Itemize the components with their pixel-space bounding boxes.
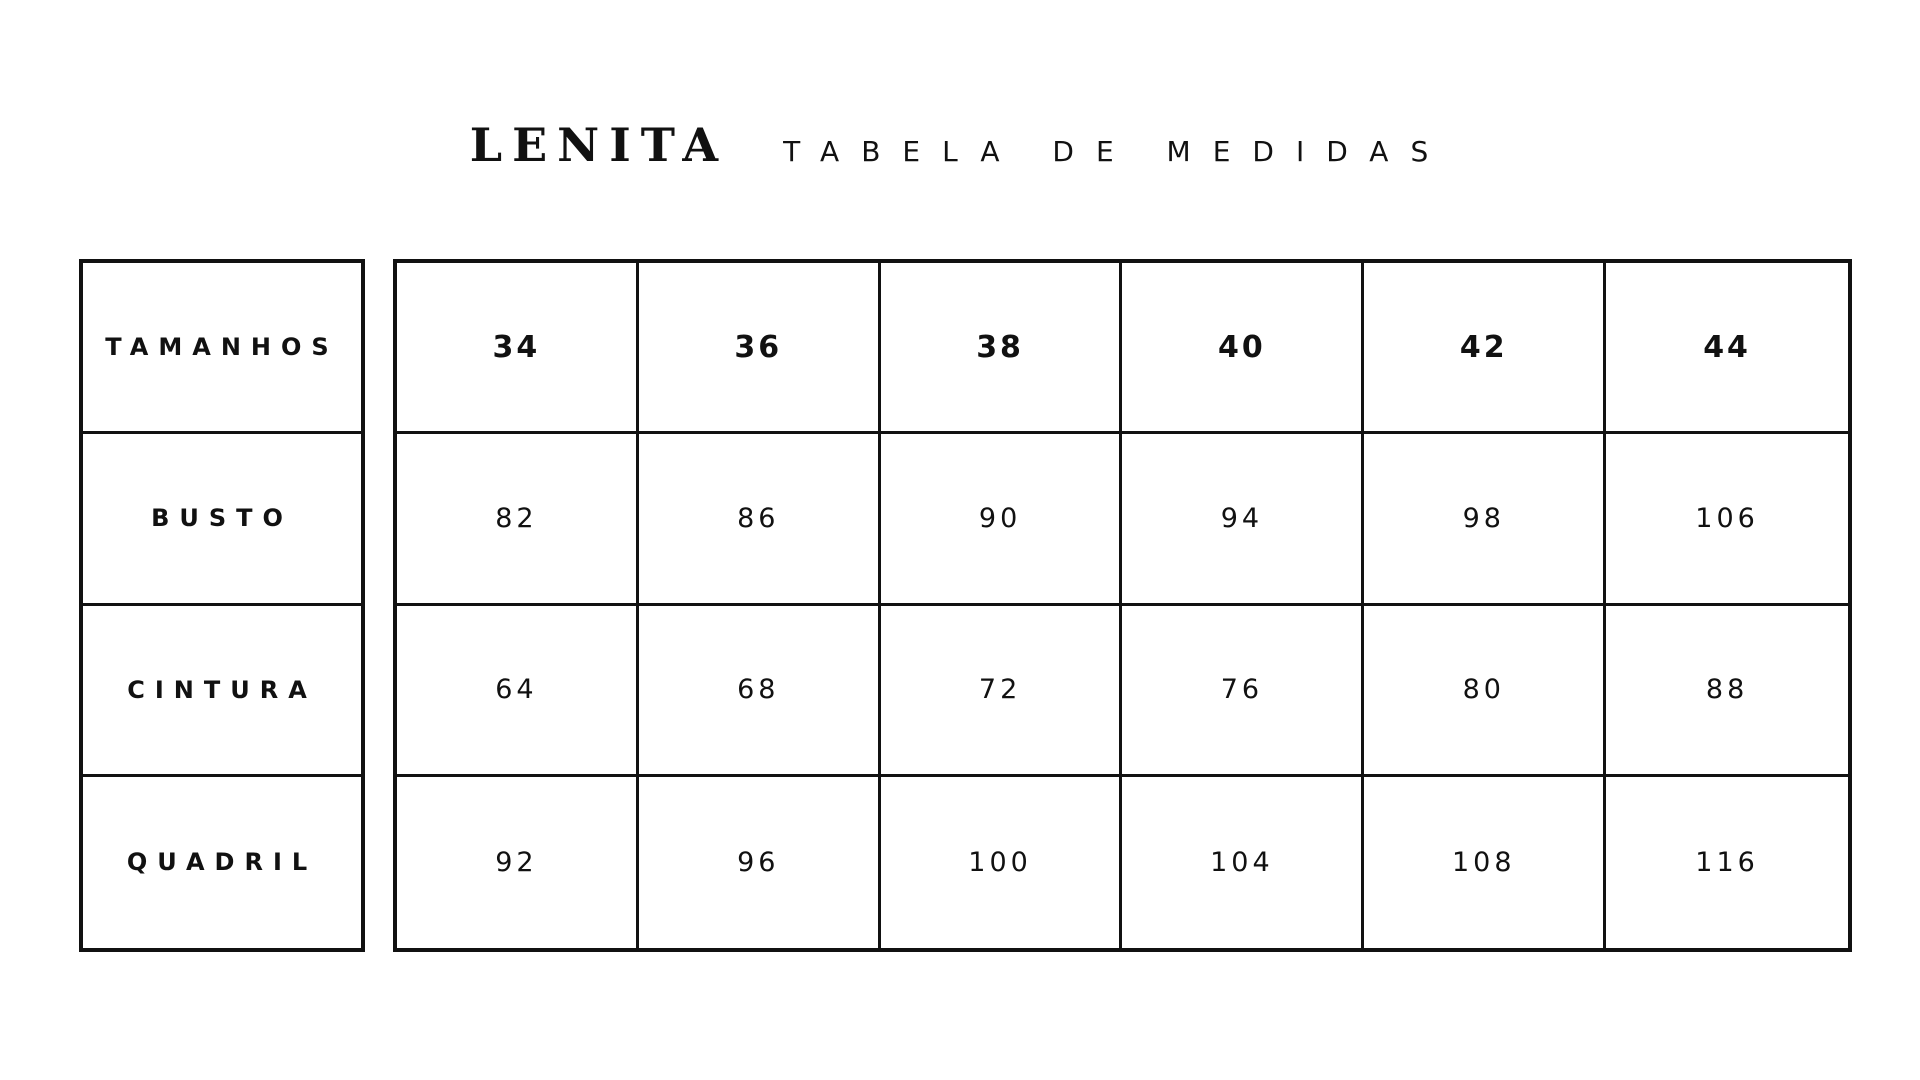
hip-value-cell: 108 (1364, 777, 1606, 948)
bust-value-cell: 94 (1122, 434, 1364, 605)
page-title: TABELA DE MEDIDAS (783, 135, 1451, 168)
bust-value-cell: 82 (397, 434, 639, 605)
row-label-hip: QUADRIL (126, 848, 318, 877)
size-header-cell: 42 (1364, 263, 1606, 434)
measurements-table (393, 259, 1852, 952)
hip-value-cell: 96 (639, 777, 881, 948)
waist-value-cell: 76 (1122, 606, 1364, 777)
bust-value-cell: 106 (1606, 434, 1848, 605)
page-header (0, 118, 1920, 172)
waist-value-cell: 88 (1606, 606, 1848, 777)
size-header-cell: 36 (639, 263, 881, 434)
waist-value-cell: 80 (1364, 606, 1606, 777)
row-labels-table (79, 259, 365, 952)
hip-value-cell: 100 (881, 777, 1123, 948)
brand-logo-text: LENITA (469, 118, 729, 172)
size-header-cell: 40 (1122, 263, 1364, 434)
row-label-waist: CINTURA (83, 606, 361, 777)
waist-value-cell: 64 (397, 606, 639, 777)
size-header-cell: 44 (1606, 263, 1848, 434)
hip-value-cell: 92 (397, 777, 639, 948)
bust-value-cell: 90 (881, 434, 1123, 605)
row-label-sizes: TAMANHOS (83, 263, 361, 434)
size-header-cell: 38 (881, 263, 1123, 434)
bust-value-cell: 98 (1364, 434, 1606, 605)
waist-value-cell: 68 (639, 606, 881, 777)
size-header-cell: 34 (397, 263, 639, 434)
row-label-bust: BUSTO (83, 434, 361, 605)
hip-value-cell: 116 (1695, 846, 1759, 878)
waist-value-cell: 72 (881, 606, 1123, 777)
hip-value-cell: 104 (1122, 777, 1364, 948)
bust-value-cell: 86 (639, 434, 881, 605)
